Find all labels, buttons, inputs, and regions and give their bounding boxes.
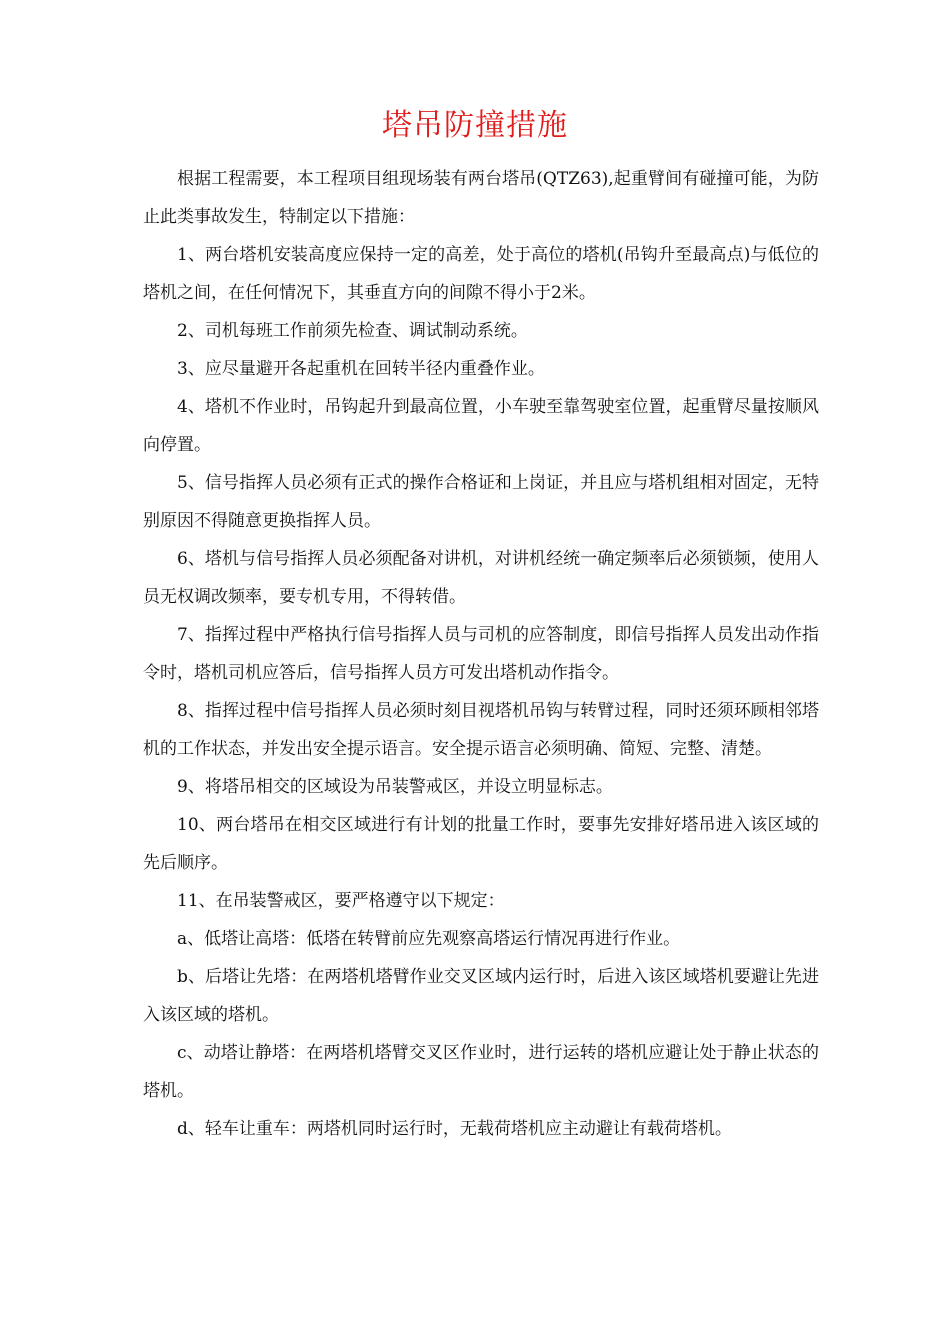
paragraph-rule-a: a、低塔让高塔：低塔在转臂前应先观察高塔运行情况再进行作业。 — [177, 929, 681, 949]
paragraph-measure-4: 4、塔机不作业时，吊钩起升到最高位置，小车驶至靠驾驶室位置，起重臂尽量按顺风向停置。 — [143, 397, 819, 455]
paragraph-measure-8: 8、指挥过程中信号指挥人员必须时刻目视塔机吊钩与转臂过程，同时还须环顾相邻塔机的工作状态，并发出安全提示语言。安全提示语言必须明确、简短、完整、清楚。 — [143, 701, 819, 759]
paragraph-rule-b: b、后塔让先塔：在两塔机塔臂作业交叉区域内运行时，后进入该区域塔机要避让先进入该区域的塔机。 — [143, 967, 819, 1025]
paragraph-rule-c: c、动塔让静塔：在两塔机塔臂交叉区作业时，进行运转的塔机应避让处于静止状态的塔机。 — [143, 1043, 819, 1101]
paragraph-intro: 根据工程需要，本工程项目组现场装有两台塔吊(QTZ63),起重臂间有碰撞可能，为防止此类事故发生，特制定以下措施： — [143, 169, 819, 227]
paragraph-measure-5: 5、信号指挥人员必须有正式的操作合格证和上岗证，并且应与塔机组相对固定，无特别原因不得随意更换指挥人员。 — [143, 473, 819, 531]
document-title: 塔吊防撞措施 — [382, 108, 568, 143]
paragraph-measure-1: 1、两台塔机安装高度应保持一定的高差，处于高位的塔机(吊钩升至最高点)与低位的塔机之间，在任何情况下，其垂直方向的间隙不得小于2米。 — [143, 245, 819, 303]
paragraph-measure-3: 3、应尽量避开各起重机在回转半径内重叠作业。 — [177, 359, 545, 379]
paragraph-measure-2: 2、司机每班工作前须先检查、调试制动系统。 — [177, 321, 528, 341]
paragraph-measure-11: 11、在吊装警戒区，要严格遵守以下规定： — [177, 891, 505, 911]
paragraph-measure-7: 7、指挥过程中严格执行信号指挥人员与司机的应答制度，即信号指挥人员发出动作指令时，塔机司机应答后，信号指挥人员方可发出塔机动作指令。 — [143, 625, 819, 683]
paragraph-measure-10: 10、两台塔吊在相交区域进行有计划的批量工作时，要事先安排好塔吊进入该区域的先后顺序。 — [143, 815, 819, 873]
paragraph-measure-9: 9、将塔吊相交的区域设为吊装警戒区，并设立明显标志。 — [177, 777, 613, 797]
paragraph-measure-6: 6、塔机与信号指挥人员必须配备对讲机，对讲机经统一确定频率后必须锁频，使用人员无权调改频率，要专机专用，不得转借。 — [143, 549, 819, 607]
document-body — [143, 160, 819, 1148]
paragraph-rule-d: d、轻车让重车：两塔机同时运行时，无载荷塔机应主动避让有载荷塔机。 — [177, 1119, 732, 1139]
